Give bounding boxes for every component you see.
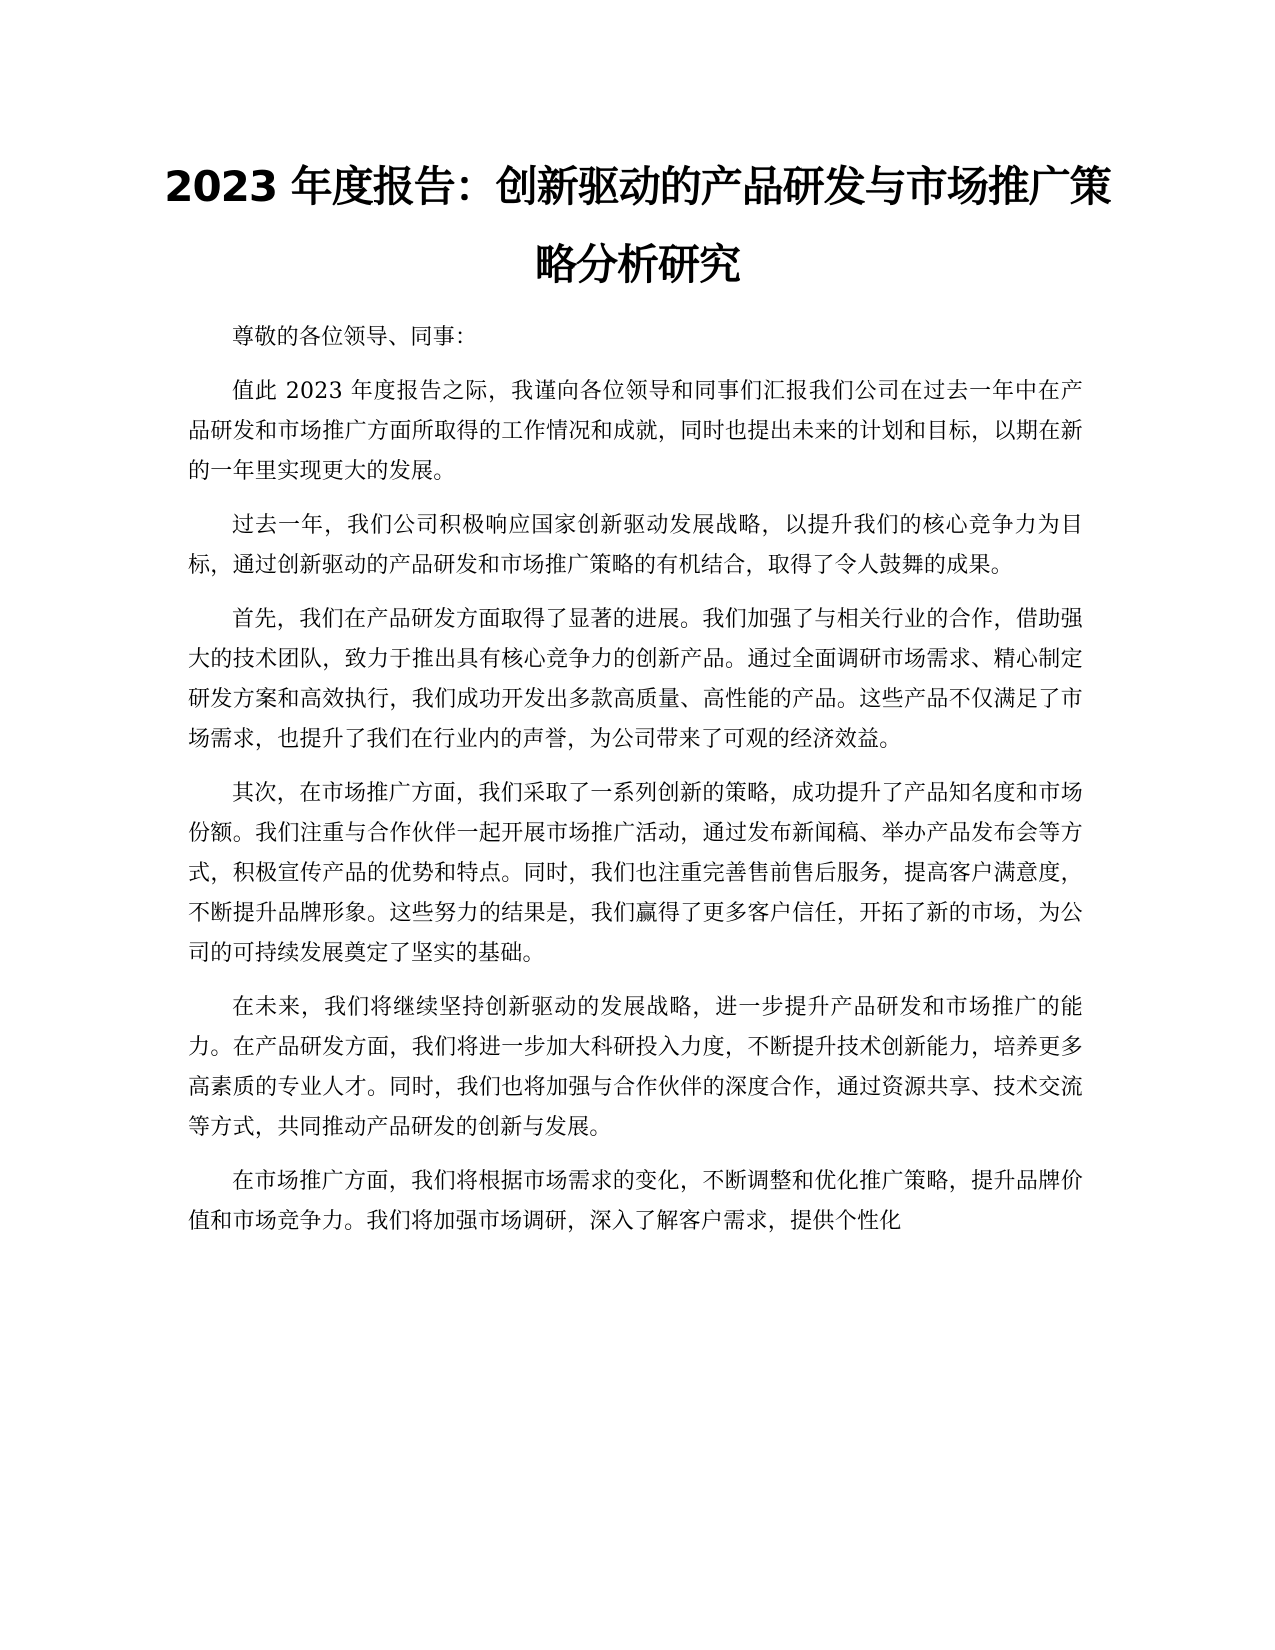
paragraph: 在市场推广方面，我们将根据市场需求的变化，不断调整和优化推广策略，提升品牌价值和市场竞争力。我们将加强市场调研，深入了解客户需求，提供个性化 (188, 1169, 1083, 1234)
paragraph: 首先，我们在产品研发方面取得了显著的进展。我们加强了与相关行业的合作，借助强大的技术团队，致力于推出具有核心竞争力的创新产品。通过全面调研市场需求、精心制定研发方案和高效执行，我们成功开发出多款高质量、高性能的产品。这些产品不仅满足了市场需求，也提升了我们在行业内的声誉，为公司带来了可观的经济效益。 (188, 607, 1083, 752)
paragraph: 在未来，我们将继续坚持创新驱动的发展战略，进一步提升产品研发和市场推广的能力。在产品研发方面，我们将进一步加大科研投入力度，不断提升技术创新能力，培养更多高素质的专业人才。同时，我们也将加强与合作伙伴的深度合作，通过资源共享、技术交流等方式，共同推动产品研发的创新与发展。 (188, 995, 1083, 1140)
salutation: 尊敬的各位领导、同事： (232, 325, 478, 350)
document-title: 2023 年度报告：创新驱动的产品研发与市场推广策略分析研究 (164, 162, 1111, 289)
document-body (188, 318, 1083, 1256)
paragraph: 过去一年，我们公司积极响应国家创新驱动发展战略，以提升我们的核心竞争力为目标，通过创新驱动的产品研发和市场推广策略的有机结合，取得了令人鼓舞的成果。 (188, 513, 1083, 578)
paragraph: 值此 2023 年度报告之际，我谨向各位领导和同事们汇报我们公司在过去一年中在产品研发和市场推广方面所取得的工作情况和成就，同时也提出未来的计划和目标，以期在新的一年里实现更大的发展。 (188, 379, 1083, 484)
paragraph: 其次，在市场推广方面，我们采取了一系列创新的策略，成功提升了产品知名度和市场份额。我们注重与合作伙伴一起开展市场推广活动，通过发布新闻稿、举办产品发布会等方式，积极宣传产品的优势和特点。同时，我们也注重完善售前售后服务，提高客户满意度，不断提升品牌形象。这些努力的结果是，我们赢得了更多客户信任，开拓了新的市场，为公司的可持续发展奠定了坚实的基础。 (188, 781, 1083, 966)
